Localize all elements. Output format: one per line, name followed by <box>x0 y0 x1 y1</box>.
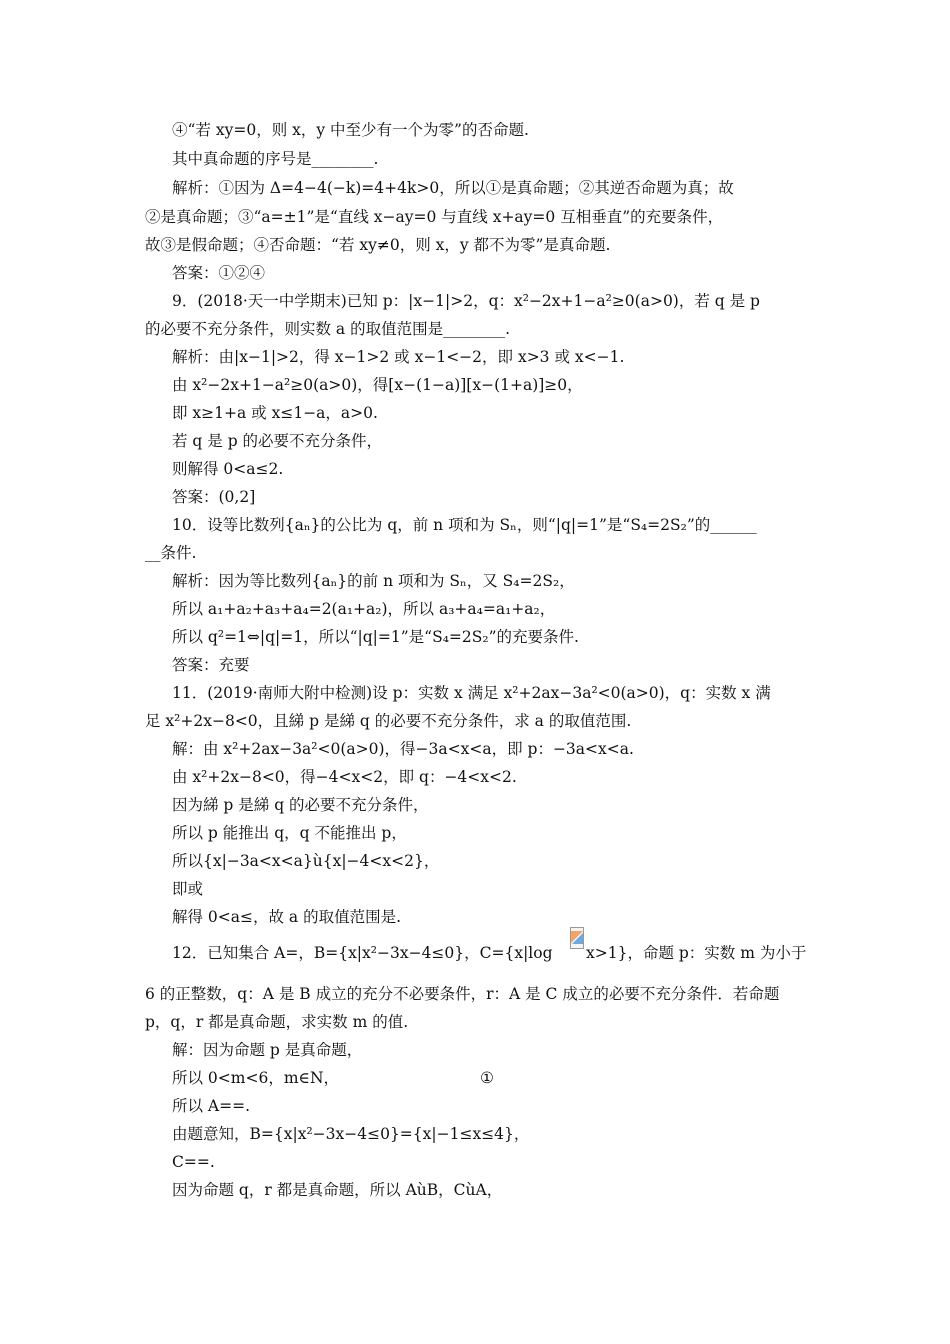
text-line: 由 x²+2x−8<0，得−4<x<2，即 q：−4<x<2. <box>172 768 517 786</box>
text-line: 11．(2019·南师大附中检测)设 p：实数 x 满足 x²+2ax−3a²<0(a>0)，q：实数 x 满 <box>172 684 771 702</box>
text-line: 所以 a₁+a₂+a₃+a₄=2(a₁+a₂)，所以 a₃+a₄=a₁+a₂， <box>172 600 556 618</box>
text-line: 解析：由|x−1|>2，得 x−1>2 或 x−1<−2，即 x>3 或 x<−1. <box>172 348 625 366</box>
text-line: 答案：(0,2] <box>172 488 256 506</box>
text-line: 足 x²+2x−8<0，且綈 p 是綈 q 的必要不充分条件，求 a 的取值范围. <box>145 712 632 730</box>
text-line: 即或 <box>172 880 204 898</box>
equation-number: ① <box>480 1069 494 1087</box>
text-line: 解得 0<a≤，故 a 的取值范围是. <box>172 908 402 926</box>
text-line: 答案：充要 <box>172 656 250 674</box>
text-line: 所以{x|−3a<x<a}ù{x|−4<x<2}， <box>172 852 440 870</box>
text-line: 解：由 x²+2ax−3a²<0(a>0)，得−3a<x<a，即 p：−3a<x<a. <box>172 740 634 758</box>
text-line: 所以 q²=1⇔|q|=1，所以“|q|=1”是“S₄=2S₂”的充要条件. <box>172 628 579 646</box>
text-line: 12．已知集合 A=，B={x|x²−3x−4≤0}，C={x|log <box>172 944 553 962</box>
text-line: 故③是假命题；④否命题：“若 xy≠0，则 x，y 都不为零”是真命题. <box>145 236 611 254</box>
text-line: 答案：①②④ <box>172 264 266 282</box>
text-line: 10．设等比数列{aₙ}的公比为 q，前 n 项和为 Sₙ，则“|q|=1”是“S₄=2S₂”的______ <box>172 516 757 534</box>
text-line: 所以 A==. <box>172 1097 251 1115</box>
text-line: 由题意知，B={x|x²−3x−4≤0}={x|−1≤x≤4}， <box>172 1125 530 1143</box>
text-line: 的必要不充分条件，则实数 a 的取值范围是________. <box>145 320 511 338</box>
text-line: ④“若 xy=0，则 x，y 中至少有一个为零”的否命题. <box>172 121 529 139</box>
text-line: 解析：因为等比数列{aₙ}的前 n 项和为 Sₙ，又 S₄=2S₂， <box>172 572 575 590</box>
text-line: x>1}，命题 p：实数 m 为小于 <box>586 944 807 962</box>
text-line: ②是真命题；③“a=±1”是“直线 x−ay=0 与直线 x+ay=0 互相垂直”的充要条件， <box>145 208 724 226</box>
text-line: 则解得 0<a≤2. <box>172 460 284 478</box>
broken-image-icon <box>570 927 584 949</box>
text-line: 若 q 是 p 的必要不充分条件， <box>172 432 383 450</box>
text-line: 其中真命题的序号是________. <box>172 150 379 168</box>
text-line: 因为命题 q，r 都是真命题，所以 AùB，CùA， <box>172 1181 503 1199</box>
text-line: 所以 p 能推出 q，q 不能推出 p， <box>172 824 407 842</box>
text-line: 即 x≥1+a 或 x≤1−a，a>0. <box>172 404 378 422</box>
text-line: __条件. <box>145 544 197 562</box>
text-line: 由 x²−2x+1−a²≥0(a>0)，得[x−(1−a)][x−(1+a)]≥0， <box>172 376 583 394</box>
text-line: 6 的正整数，q：A 是 B 成立的充分不必要条件，r：A 是 C 成立的必要不充分条件．若命题 <box>145 985 780 1003</box>
text-line: 所以 0<m<6，m∈N， <box>172 1069 340 1087</box>
text-line: 解析：①因为 Δ=4−4(−k)=4+4k>0，所以①是真命题；②其逆否命题为真；故 <box>172 179 734 197</box>
text-line: p，q，r 都是真命题，求实数 m 的值. <box>145 1013 409 1031</box>
text-line: 9．(2018·天一中学期末)已知 p：|x−1|>2，q：x²−2x+1−a²≥0(a>0)，若 q 是 p <box>172 292 760 310</box>
text-line: 因为綈 p 是綈 q 的必要不充分条件， <box>172 796 429 814</box>
text-line: C==. <box>172 1153 215 1171</box>
text-line: 解：因为命题 p 是真命题， <box>172 1041 363 1059</box>
